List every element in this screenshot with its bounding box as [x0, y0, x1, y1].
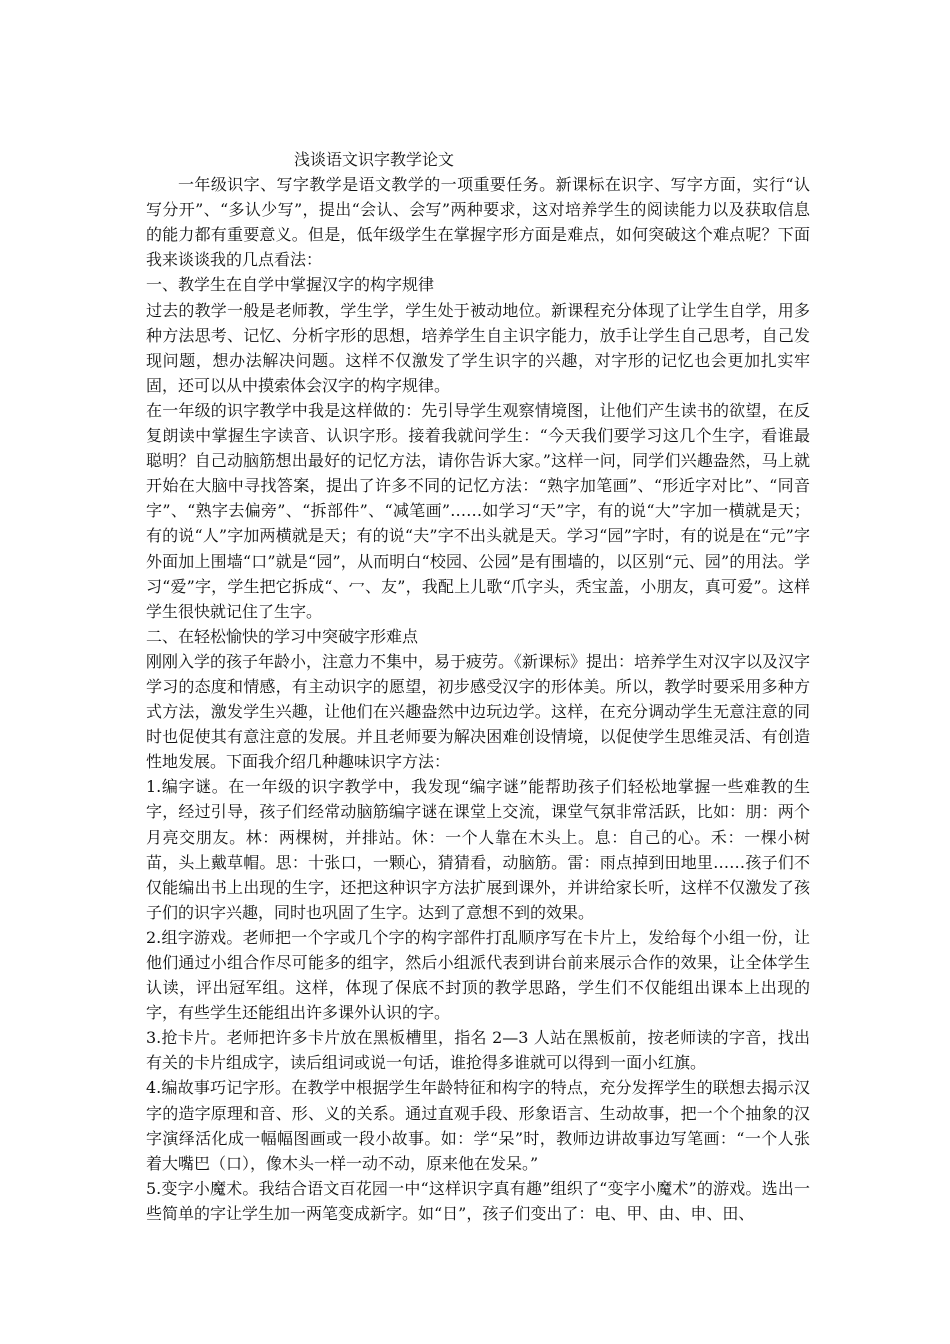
method-item-4: 4.编故事巧记字形。在教学中根据学生年龄特征和构字的特点，充分发挥学生的联想去揭示汉字的造字原理和音、形、义的关系。通过直观手段、形象语言、生动故事，把一个个抽象的汉字演绎活化成一幅幅图画或一段小故事。如：学“呆”时，教师边讲故事边写笔画：“一个人张着大嘴巴（口），像木头一样一动不动，原来他在发呆。”: [146, 1078, 810, 1173]
method-item-5: 5.变字小魔术。我结合语文百花园一中“这样识字真有趣”组织了“变字小魔术”的游戏。选出一些简单的字让学生加一两笔变成新字。如“日”，孩子们变出了：电、甲、由、申、田、: [146, 1178, 810, 1223]
section-1-paragraph-2: 在一年级的识字教学中我是这样做的：先引导学生观察情境图，让他们产生读书的欲望，在反复朗读中掌握生字读音、认识字形。接着我就问学生：“今天我们要学习这几个生字，看谁最聪明？自己动脑筋想出最好的记忆方法，请你告诉大家。”这样一问，同学们兴趣盎然，马上就开始在大脑中寻找答案，提出了许多不同的记忆方法：“熟字加笔画”、“形近字对比”、“同音字”、“熟字去偏旁”、“拆部件”、“减笔画”……如学习“天”字，有的说“大”字加一横就是天；有的说“人”字加两横就是天；有的说“夫”字不出头就是天。学习“园”字时，有的说是在“元”字外面加上围墙“口”就是“园”，从而明白“校园、公园”是有围墙的，以区别“元、园”的用法。学习“爱”字，学生把它拆成“、冖、友”，我配上儿歌“爪字头，秃宝盖，小朋友，真可爱”。这样学生很快就记住了生字。: [146, 400, 810, 621]
method-item-3: 3.抢卡片。老师把许多卡片放在黑板槽里，指名 2—3 人站在黑板前，按老师读的字音，找出有关的卡片组成字，读后组词或说一句话，谁抢得多谁就可以得到一面小红旗。: [146, 1028, 810, 1073]
method-item-1: 1.编字谜。在一年级的识字教学中，我发现“编字谜”能帮助孩子们轻松地掌握一些难教的生字，经过引导，孩子们经常动脑筋编字谜在课堂上交流，课堂气氛非常活跃，比如：朋：两个月亮交朋友。林：两棵树，并排站。休：一个人靠在木头上。息：自己的心。禾：一棵小树苗，头上戴草帽。思：十张口，一颗心，猜猜看，动脑筋。雷：雨点掉到田地里……孩子们不仅能编出书上出现的生字，还把这种识字方法扩展到课外，并讲给家长听，这样不仅激发了孩子们的识字兴趣，同时也巩固了生字。达到了意想不到的效果。: [146, 777, 810, 922]
section-2-heading: 二、在轻松愉快的学习中突破字形难点: [146, 626, 419, 646]
method-item-2: 2.组字游戏。老师把一个字或几个字的构字部件打乱顺序写在卡片上，发给每个小组一份，让他们通过小组合作尽可能多的组字，然后小组派代表到讲台前来展示合作的效果，让全体学生认读，评出冠军组。这样，体现了保底不封顶的教学思路，学生们不仅能组出课本上出现的字，有些学生还能组出许多课外认识的字。: [146, 927, 810, 1023]
section-1-paragraph-1: 过去的教学一般是老师教，学生学，学生处于被动地位。新课程充分体现了让学生自学，用多种方法思考、记忆、分析字形的思想，培养学生自主识字能力，放手让学生自己思考，自己发现问题，想办法解决问题。这样不仅激发了学生识字的兴趣，对字形的记忆也会更加扎实牢固，还可以从中摸索体会汉字的构字规律。: [146, 300, 810, 395]
document-page: [146, 147, 810, 1226]
document-title: 浅谈语文识字教学论文: [294, 150, 455, 169]
intro-paragraph: 一年级识字、写字教学是语文教学的一项重要任务。新课标在识字、写字方面，实行“认写分开”、“多认少写”，提出“会认、会写”两种要求，这对培养学生的阅读能力以及获取信息的能力都有重要意义。但是，低年级学生在掌握字形方面是难点，如何突破这个难点呢？下面我来谈谈我的几点看法：: [146, 175, 810, 270]
section-1-heading: 一、教学生在自学中掌握汉字的构字规律: [146, 275, 435, 295]
section-2-paragraph-1: 刚刚入学的孩子年龄小，注意力不集中，易于疲劳。《新课标》提出：培养学生对汉字以及汉字学习的态度和情感，有主动识字的愿望，初步感受汉字的形体美。所以，教学时要采用多种方式方法，激发学生兴趣，让他们在兴趣盎然中边玩边学。这样，在充分调动学生无意注意的同时也促使其有意注意的发展。并且老师要为解决困难创设情境，以促使学生思维灵活、有创造性地发展。下面我介绍几种趣味识字方法：: [146, 651, 811, 772]
